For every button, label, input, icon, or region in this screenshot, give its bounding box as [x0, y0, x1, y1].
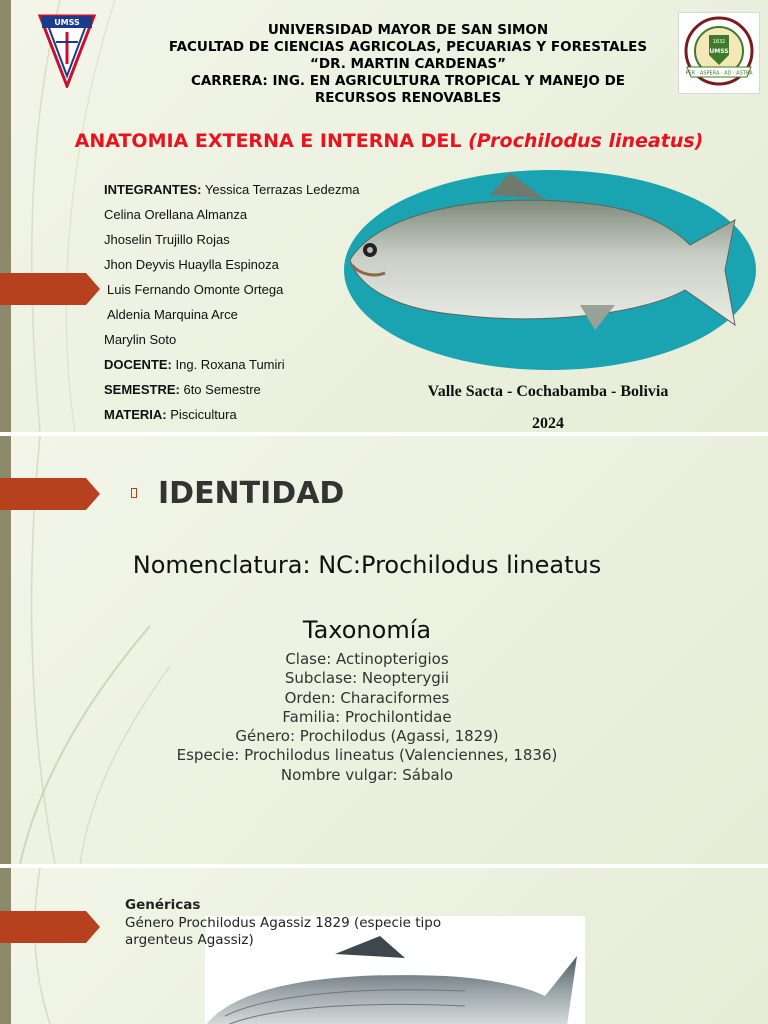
list-item: Nombre vulgar: Sábalo	[280, 765, 454, 784]
bullet-icon	[131, 488, 137, 498]
presentation-title: ANATOMIA EXTERNA E INTERNA DEL (Prochilodus lineatus)	[74, 130, 704, 152]
section-heading: Genéricas	[125, 897, 201, 913]
svg-text:1832: 1832	[712, 39, 726, 45]
place-and-year	[348, 376, 748, 432]
list-item: Familia: Prochilontidae	[282, 707, 452, 726]
section-heading: IDENTIDAD	[158, 476, 345, 511]
list-item: Marylin Soto	[104, 332, 177, 347]
genus-text: Género Prochilodus Agassiz 1829 (especie tipo argenteus Agassiz)	[125, 915, 442, 948]
header-line: UNIVERSIDAD MAYOR DE SAN SIMON	[267, 22, 549, 38]
list-item: Jhoselin Trujillo Rojas	[104, 232, 230, 247]
header-line: CARRERA: ING. EN AGRICULTURA TROPICAL Y MANEJO DE	[190, 73, 626, 89]
year-text: 2024	[532, 415, 564, 432]
umss-logo	[38, 14, 96, 88]
slide-cover	[0, 0, 768, 432]
header-line: “DR. MARTIN CARDENAS”	[310, 56, 506, 72]
slide-genericas	[0, 868, 768, 1024]
list-item: Especie: Prochilodus lineatus (Valenciennes, 1836)	[176, 746, 558, 765]
materia-row: MATERIA: Piscicultura	[104, 407, 237, 422]
place-text: Valle Sacta - Cochabamba - Bolivia	[427, 383, 669, 400]
taxonomy-heading: Taxonomía	[302, 616, 432, 644]
fish-image	[340, 165, 760, 375]
header-line: FACULTAD DE CIENCIAS AGRICOLAS, PECUARIAS Y FORESTALES	[168, 39, 648, 55]
university-header	[110, 22, 706, 107]
slide-identidad	[0, 436, 768, 864]
list-item: Clase: Actinopterigios	[285, 650, 449, 668]
accent-arrow	[0, 911, 100, 943]
list-item: INTEGRANTES: Yessica Terrazas Ledezma	[104, 182, 360, 197]
list-item: Jhon Deyvis Huaylla Espinoza	[104, 257, 279, 272]
taxonomy-list	[140, 650, 594, 785]
accent-arrow	[0, 478, 100, 510]
header-line: RECURSOS RENOVABLES	[314, 90, 502, 106]
list-item: Luis Fernando Omonte Ortega	[107, 282, 284, 297]
species-name: (Prochilodus lineatus)	[468, 130, 704, 152]
list-item: Género: Prochilodus (Agassi, 1829)	[235, 727, 499, 746]
semestre-row: SEMESTRE: 6to Semestre	[104, 382, 261, 397]
accent-arrow	[0, 273, 100, 305]
svg-text:UMSS: UMSS	[709, 48, 729, 55]
list-item: Celina Orellana Almanza	[104, 207, 248, 222]
list-item: Subclase: Neopterygii	[284, 669, 450, 688]
svg-text:PER · ASPERA · AD · ASTRA: PER · ASPERA · AD · ASTRA	[685, 70, 753, 77]
nomenclature-text: Nomenclatura: NC:Prochilodus lineatus	[132, 551, 602, 579]
umss-logo-text: UMSS	[54, 18, 80, 27]
docente-row: DOCENTE: Ing. Roxana Tumiri	[104, 357, 285, 372]
list-item: Aldenia Marquina Arce	[107, 307, 238, 322]
list-item: Orden: Characiformes	[284, 688, 450, 707]
